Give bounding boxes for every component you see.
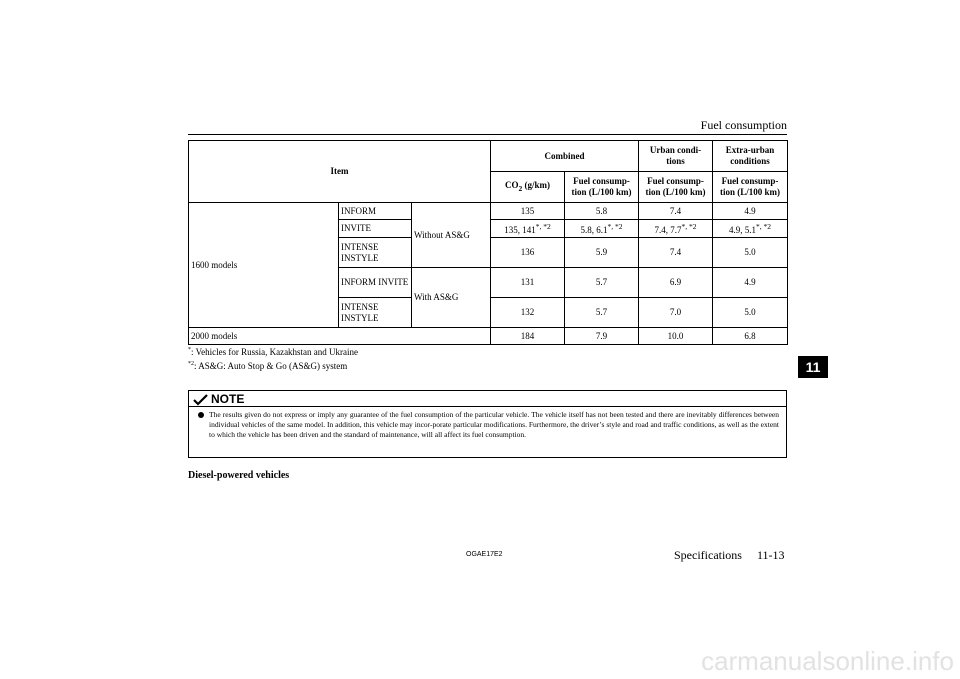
co2-cell: 135, $141^{*, *2}$ — [491, 220, 565, 238]
footer-section-name: Specifications — [674, 548, 742, 562]
pencil-check-icon — [193, 393, 209, 405]
header-rule — [188, 134, 787, 135]
model-2000-cell: 2000 models — [189, 328, 491, 345]
note-title: NOTE — [211, 392, 245, 406]
header-extra-urban: Extra-urban conditions — [713, 141, 788, 172]
co2-cell: 131 — [491, 268, 565, 298]
extra-cell: 4.9 — [713, 268, 788, 298]
page-number: 11-13 — [757, 548, 785, 562]
urban-cell: 7.0 — [639, 298, 713, 328]
co2-cell: 184 — [491, 328, 565, 345]
grade-cell: INTENSE INSTYLE — [339, 238, 412, 268]
note-body: The results given do not express or imply any guarantee of the fuel consumption of the particular vehicle. The vehicle itself has not been tested and there are inevitably differences between individual vehicles of the same model. In addition, this vehicle may incor-porate particular modifications. Furthermore, the driver’s style and road and traffic conditions, as well as the extent to which the vehicle has been driven and the standard of maintenance, will all affect its fuel consumption. — [209, 410, 779, 440]
extra-cell: 5.0 — [713, 238, 788, 268]
co2-cell: 135 — [491, 203, 565, 220]
urban-cell: 6.9 — [639, 268, 713, 298]
asg-cell: Without AS&G — [412, 203, 491, 268]
combined-cell: 5.7 — [565, 268, 639, 298]
header-fuel-urban: Fuel consump-tion (L/100 km) — [639, 172, 713, 203]
header-fuel-combined: Fuel consump-tion (L/100 km) — [565, 172, 639, 203]
urban-cell: 7.4 — [639, 238, 713, 268]
grade-cell: INTENSE INSTYLE — [339, 298, 412, 328]
footnote-asg: $^{*2}$: AS&G: Auto Stop & Go (AS&G) system — [188, 361, 348, 371]
co2-cell: 136 — [491, 238, 565, 268]
chapter-tab: 11 — [798, 356, 828, 378]
grade-cell: INFORM — [339, 203, 412, 220]
extra-cell: 4.9, $5.1^{*, *2}$ — [713, 220, 788, 238]
urban-cell: 7.4, $7.7^{*, *2}$ — [639, 220, 713, 238]
header-combined: Combined — [491, 141, 639, 172]
model-1600-cell: 1600 models — [189, 203, 339, 328]
combined-cell: 5.8 — [565, 203, 639, 220]
extra-cell: 5.0 — [713, 298, 788, 328]
fuel-consumption-table — [188, 140, 788, 345]
extra-cell: 4.9 — [713, 203, 788, 220]
footnote-vehicles: *: Vehicles for Russia, Kazakhstan and Ukraine — [188, 347, 359, 357]
bullet-icon — [198, 412, 204, 418]
note-header — [189, 391, 786, 407]
document-code: OGAE17E2 — [466, 551, 503, 558]
combined-cell: 5.7 — [565, 298, 639, 328]
urban-cell: 10.0 — [639, 328, 713, 345]
watermark: carmanualsonline.info — [701, 646, 954, 676]
section-header-title: Fuel consumption — [700, 118, 787, 132]
header-fuel-extra: Fuel consump-tion (L/100 km) — [713, 172, 788, 203]
combined-cell: 7.9 — [565, 328, 639, 345]
extra-cell: 6.8 — [713, 328, 788, 345]
header-co2: $CO_2$ (g/km) — [491, 172, 565, 203]
grade-cell: INVITE — [339, 220, 412, 238]
combined-cell: 5.8, $6.1^{*, *2}$ — [565, 220, 639, 238]
header-item: Item — [189, 141, 491, 203]
combined-cell: 5.9 — [565, 238, 639, 268]
diesel-subheading: Diesel-powered vehicles — [188, 470, 290, 481]
note-box — [188, 390, 787, 458]
urban-cell: 7.4 — [639, 203, 713, 220]
header-urban: Urban condi-tions — [639, 141, 713, 172]
table-row — [189, 203, 788, 220]
asg-cell: With AS&G — [412, 268, 491, 328]
grade-cell: INFORM INVITE — [339, 268, 412, 298]
table-row — [189, 328, 788, 345]
co2-cell: 132 — [491, 298, 565, 328]
